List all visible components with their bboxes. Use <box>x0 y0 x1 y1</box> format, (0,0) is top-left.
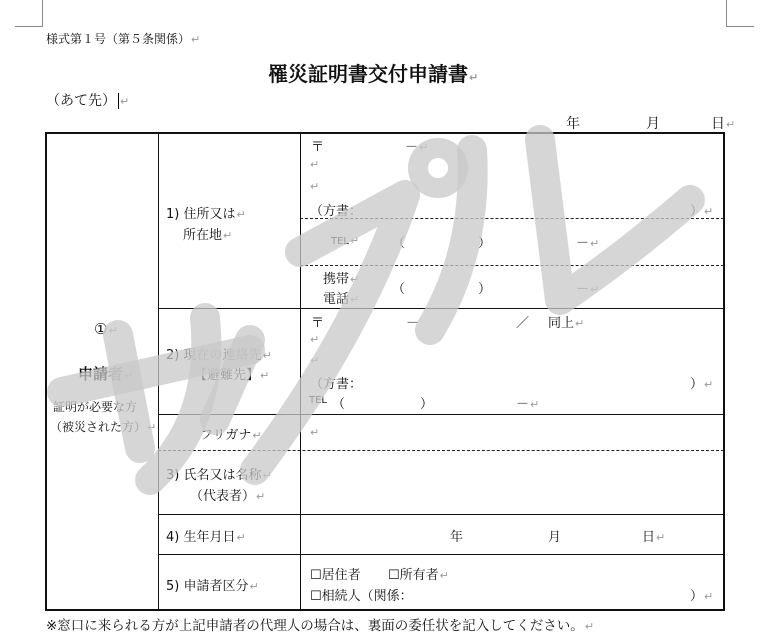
paren-open: （ <box>392 236 406 251</box>
katagaki-open: （方書： <box>310 377 363 392</box>
tel-label: TEL ↵ <box>331 234 359 247</box>
address-label-1: 1) 住所又は ↵ <box>166 203 246 222</box>
crop-mark-left <box>42 0 43 26</box>
name-input[interactable] <box>302 452 722 512</box>
birth-label: 4) 生年月日 ↵ <box>166 526 246 545</box>
heir-relation-close: ） ↵ <box>690 585 713 604</box>
crop-mark-right <box>726 0 727 26</box>
footnote: ※窓口に来られる方が上記申請者の代理人の場合は、裏面の委任状を記入してください。 ↵ <box>46 614 594 634</box>
category-label: 5) 申請者区分 ↵ <box>166 575 259 594</box>
postal-dash: － <box>406 316 420 331</box>
furigana-label: フリガナ ↵ <box>200 424 262 443</box>
crop-mark-left-h <box>15 26 43 27</box>
form-number: 様式第１号（第５条関係） ↵ <box>46 30 200 47</box>
page-title: 罹災証明書交付申請書 ↵ <box>268 58 478 87</box>
text-cursor <box>118 93 129 109</box>
watermark-stroke <box>430 150 473 330</box>
mobile-dash: － ↵ <box>576 278 599 297</box>
date-year: 年 <box>566 116 580 132</box>
name-label-2: （代表者） ↵ <box>190 485 265 504</box>
furigana-input[interactable]: ↵ <box>310 426 320 439</box>
return-mark: ↵ <box>310 158 320 171</box>
tel-dash: － ↵ <box>516 393 539 412</box>
addressee[interactable] <box>46 90 129 110</box>
slash: ／ <box>516 316 530 331</box>
checkbox-resident[interactable]: ☐居住者 <box>310 568 361 583</box>
katagaki-close: ） ↵ <box>690 373 713 392</box>
birth-year: 年 <box>450 530 464 545</box>
paren-open: （ <box>392 282 406 297</box>
postal-dash: － ↵ <box>405 136 428 155</box>
addressee-label: （あて先） <box>46 93 116 109</box>
watermark-stroke <box>540 140 690 300</box>
mobile-label-1: 携帯 ↵ <box>323 268 359 287</box>
crop-mark-right-h <box>726 26 754 27</box>
paren-close: ） <box>478 236 492 251</box>
tel-dash: － ↵ <box>576 232 599 251</box>
date-month: 月 <box>646 116 660 132</box>
checkbox-heir[interactable]: ☐相続人（関係： <box>310 589 413 604</box>
contact-label-1: 2) 現在の連絡先 ↵ <box>166 344 272 363</box>
postal-mark: 〒 <box>311 316 325 331</box>
return-mark: ↵ <box>310 354 320 367</box>
checkbox-owner[interactable]: ☐所有者 ↵ <box>388 564 449 583</box>
mobile-label-2: 電話 ↵ <box>323 288 359 307</box>
paren-close: ） <box>478 282 492 297</box>
applicant-note-2: （被災された方） ↵ <box>50 418 156 435</box>
same-as-above: 同上 ↵ <box>548 312 584 331</box>
address-label-2: 所在地 ↵ <box>183 224 232 243</box>
katagaki-close: ） ↵ <box>690 200 713 219</box>
name-label-1: 3) 氏名又は名称 ↵ <box>166 464 272 483</box>
return-mark: ↵ <box>310 180 320 193</box>
applicant-note-1: 証明が必要な方 <box>53 400 138 414</box>
tel-label: TEL <box>309 395 327 406</box>
contact-label-2: 【避難先】 ↵ <box>194 364 269 383</box>
applicant-label: 申請者 ↵ <box>78 363 133 384</box>
paren-close: ） <box>420 397 434 412</box>
paren-open: （ <box>332 397 346 412</box>
return-mark: ↵ <box>310 333 320 346</box>
postal-mark: 〒 <box>311 140 325 155</box>
date-day: 日 ↵ <box>711 113 735 133</box>
birth-day: 日 ↵ <box>642 526 665 545</box>
katagaki-open: （方書： <box>310 204 363 219</box>
birth-month: 月 <box>548 530 562 545</box>
applicant-number: ① ↵ <box>94 320 118 338</box>
